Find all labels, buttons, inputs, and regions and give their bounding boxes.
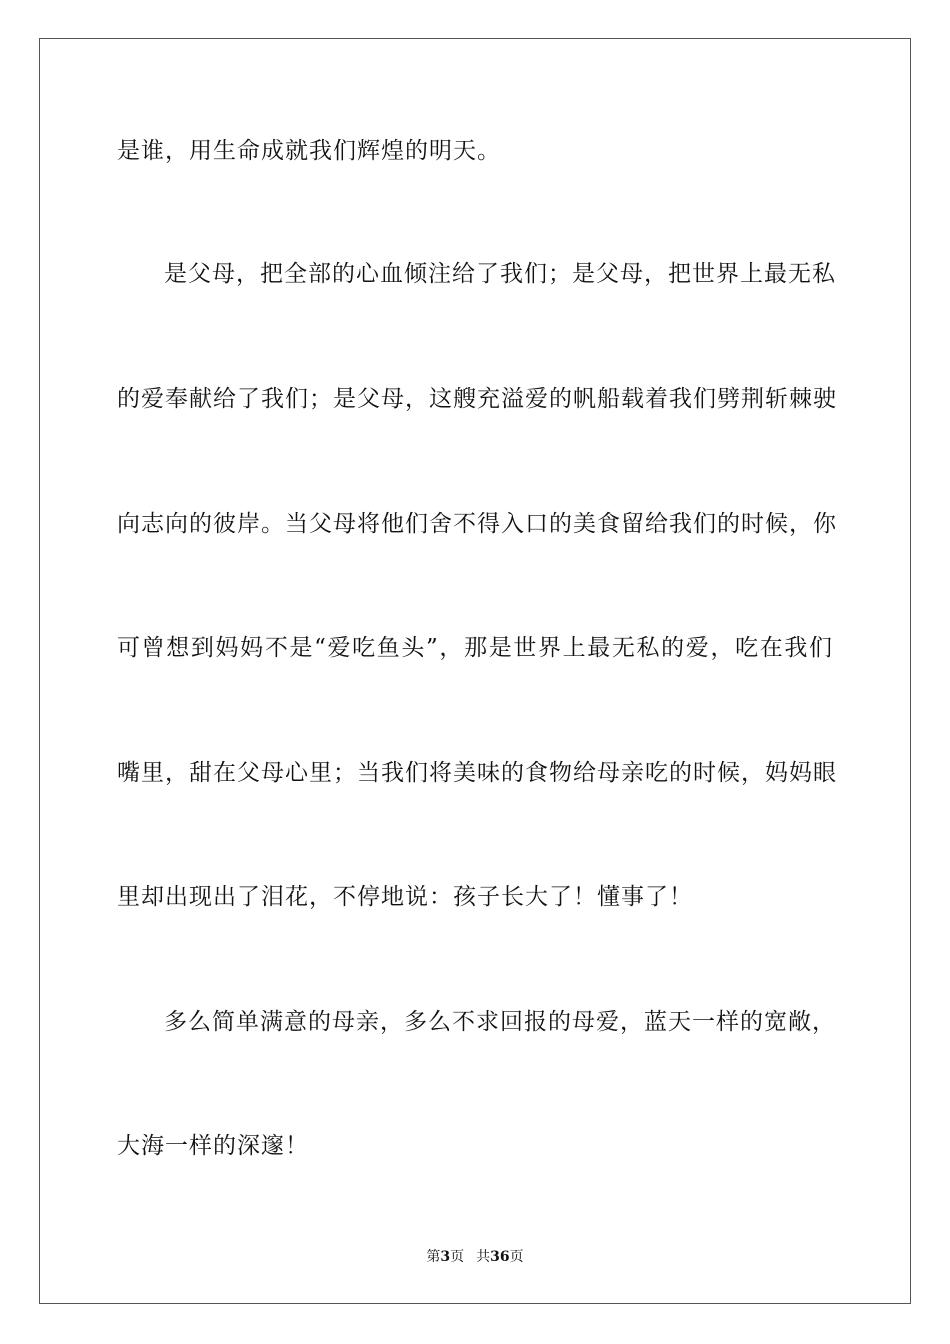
page-prefix: 第 <box>426 1249 441 1265</box>
text-line-4: 向志向的彼岸。当父母将他们舍不得入口的美食留给我们的时候，你 <box>117 511 837 537</box>
total-prefix: 共 <box>476 1249 491 1265</box>
text-line-1: 是谁，用生命成就我们辉煌的明天。 <box>117 138 501 164</box>
text-line-7: 里却出现出了泪花，不停地说：孩子长大了！懂事了！ <box>117 884 693 910</box>
text-line-9: 大海一样的深邃！ <box>117 1133 309 1159</box>
current-page-number: 3 <box>440 1249 451 1265</box>
page-suffix: 页 <box>450 1249 465 1265</box>
total-suffix: 页 <box>509 1249 524 1265</box>
text-line-5: 可曾想到妈妈不是“爱吃鱼头”，那是世界上最无私的爱，吃在我们 <box>117 635 833 661</box>
text-line-3: 的爱奉献给了我们；是父母，这艘充溢爱的帆船载着我们劈荆斩棘驶 <box>117 386 837 412</box>
page-footer <box>0 1248 950 1266</box>
page-border <box>39 38 911 1304</box>
total-pages-number: 36 <box>490 1249 510 1265</box>
text-line-2: 是父母，把全部的心血倾注给了我们；是父母，把世界上最无私 <box>164 261 836 287</box>
text-line-8: 多么简单满意的母亲，多么不求回报的母爱，蓝天一样的宽敞， <box>164 1009 836 1035</box>
text-line-6: 嘴里，甜在父母心里；当我们将美味的食物给母亲吃的时候，妈妈眼 <box>117 760 837 786</box>
